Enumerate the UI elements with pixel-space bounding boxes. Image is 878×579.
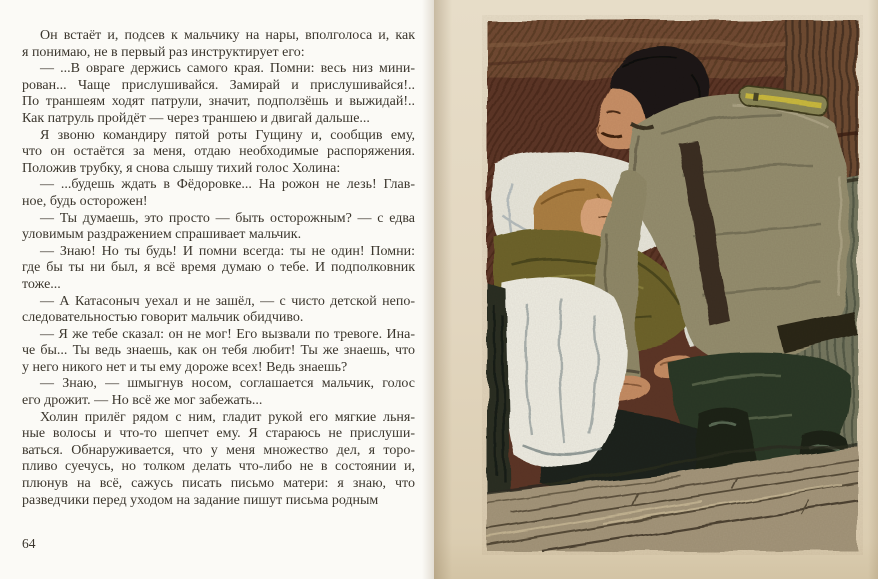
page-text <box>22 28 415 509</box>
text-line: разведчики перед уходом на задание пишут письма родным <box>22 492 379 508</box>
text-line: ваться. Обнаруживается, что у меня множество дел, я торо- <box>22 442 415 458</box>
illustration <box>482 15 863 555</box>
text-line: Он встаёт и, подсев к мальчику на нары, вполголоса и, как <box>40 28 415 43</box>
paragraph <box>22 244 415 294</box>
text-line: пливо суечусь, но толком делать что-либо не в состоянии и, <box>22 459 415 475</box>
paragraph <box>22 294 415 327</box>
right-page <box>434 0 878 579</box>
paragraph <box>22 128 415 178</box>
text-line: Положив трубку, я снова слышу тихий голос Холина: <box>22 160 341 176</box>
paragraph <box>22 327 415 377</box>
text-line: у него никого нет и ты ему дороже всех! Ведь знаешь? <box>22 359 348 375</box>
text-line: я понимаю, не в первый раз инструктирует его: <box>22 44 305 60</box>
paragraph <box>22 61 415 127</box>
page-number: 64 <box>22 536 36 551</box>
text-line: где бы ты ни был, я всё время думаю о тебе. И подполковник <box>22 260 415 276</box>
text-line: Я звоню командиру пятой роты Гущину и, сообщив ему, <box>40 127 415 143</box>
illustration-svg <box>482 15 863 555</box>
text-line: че бы... Ты ведь знаешь, как он тебя любит! Ты же знаешь, что <box>22 343 415 359</box>
text-line: — А Катасоныч уехал и не зашёл, — с чисто детской непо- <box>40 293 415 309</box>
text-line: тоже... <box>22 276 61 292</box>
text-line: рован... Чаще прислушивайся. Замирай и прислушивайся!.. <box>22 77 415 93</box>
text-line: — Я же тебе сказал: он не мог! Его вызвали по тревоге. Ина- <box>40 326 415 342</box>
paragraph <box>22 28 415 61</box>
text-line: Холин прилёг рядом с ним, гладит рукой его мягкие льня- <box>40 409 415 425</box>
text-line: — Ты думаешь, это просто — быть осторожным? — с едва <box>40 210 415 226</box>
text-line: уловимым раздражением спрашивает мальчик. <box>22 227 302 243</box>
paragraph <box>22 376 415 409</box>
paragraph <box>22 410 415 510</box>
text-line: следовательностью говорит мальчик обидчиво. <box>22 310 304 326</box>
paragraph <box>22 177 415 210</box>
text-line: — ...В овраге держись самого края. Помни: весь низ мини- <box>40 61 415 77</box>
text-line: ное, будь осторожен! <box>22 193 148 209</box>
text-line: ные волосы и что-то шепчет ему. Я стараюсь не прислуши- <box>22 426 415 442</box>
text-line: Как патруль пройдёт — через траншею и двигай дальше... <box>22 110 370 126</box>
text-line: — ...будешь ждать в Фёдоровке... На рожон не лезь! Глав- <box>40 177 415 193</box>
text-line: — Знаю! Но ты будь! И помни всегда: ты не один! Помни: <box>40 243 415 259</box>
text-line: По траншеям ходят патрули, значит, подползёшь и выжидай!.. <box>22 94 415 110</box>
left-page <box>0 0 434 579</box>
text-line: что он остаётся за меня, отдаю необходимые распоряжения. <box>22 144 415 160</box>
text-line: — Знаю, — шмыгнув носом, соглашается мальчик, голос <box>40 376 415 392</box>
text-line: плюнув на всё, сажусь писать письмо матери: я знаю, что <box>22 476 415 492</box>
text-line: его дрожит. — Но всё же мог забежать... <box>22 393 263 409</box>
paragraph <box>22 211 415 244</box>
